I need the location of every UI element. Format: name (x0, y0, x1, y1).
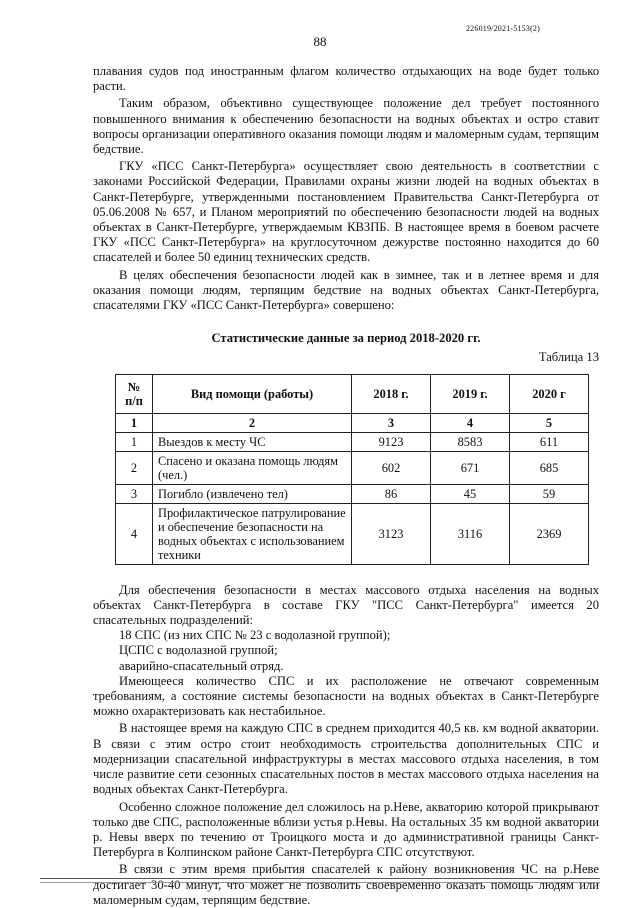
document-body (93, 64, 599, 908)
page-bottom-rule (40, 882, 600, 883)
row-value-2018: 602 (352, 451, 431, 484)
list-item: 18 СПС (из них СПС № 23 с водолазной группой); (119, 628, 391, 643)
paragraph-9: В связи с этим время прибытия спасателей к району возникновения ЧС на р.Неве достигает 30-40 минут, что может не позволить своевременно оказать помощь людям или маломерным судам, терпящим бедствие. (93, 862, 599, 907)
row-kind: Погибло (извлечено тел) (153, 484, 352, 503)
paragraph-6: Имеющееся количество СПС и их расположение не отвечают современным требованиям, а состояние системы безопасности на водных объектах в Санкт-Петербурге можно охарактеризовать как нестабильное. (93, 673, 599, 719)
col-number: 5 (510, 413, 589, 432)
row-value-2020: 685 (510, 451, 589, 484)
row-kind: Спасено и оказана помощь людям (чел.) (153, 451, 352, 484)
table-numbering-row (116, 413, 589, 432)
page-bottom-rule (40, 878, 600, 879)
paragraph-1: плавания судов под иностранным флагом количество отдыхающих на воде будет только расти. (93, 64, 599, 94)
table-header-row (116, 374, 589, 413)
row-value-2019: 3116 (431, 503, 510, 564)
paragraph-8: Особенно сложное положение дел сложилось на р.Неве, акваторию которой прикрывают только две СПС, расположенные вблизи устья р.Невы. На остальных 35 км водной акватории р. Невы вверх по течению от Троицкого моста и до административной границы Санкт-Петербурга в Колпинском районе Санкт-Петербурга СПС отсутствуют. (93, 799, 599, 860)
row-value-2020: 2369 (510, 503, 589, 564)
units-list (93, 628, 599, 674)
paragraph-2: Таким образом, объективно существующее положение дел требует постоянного повышенного внимания к обеспечению безопасности на водных объектах и остро ставит вопросы организации оперативного оказания помощи людям и маломерным судам, терпящим бедствие. (93, 96, 599, 157)
col-number: 1 (116, 413, 153, 432)
table-row (116, 432, 589, 451)
header-kind: Вид помощи (работы) (153, 374, 352, 413)
header-number: № п/п (116, 374, 153, 413)
table-row (116, 451, 589, 484)
row-kind: Выездов к месту ЧС (153, 432, 352, 451)
row-value-2020: 611 (510, 432, 589, 451)
list-item: ЦСПС с водолазной группой; (119, 643, 278, 658)
page-number: 88 (313, 34, 327, 49)
row-number: 3 (116, 484, 153, 503)
row-value-2019: 671 (431, 451, 510, 484)
table-title: Статистические данные за период 2018-2020 гг. (211, 331, 481, 346)
row-number: 4 (116, 503, 153, 564)
table-row (116, 503, 589, 564)
header-2018: 2018 г. (352, 374, 431, 413)
paragraph-4: В целях обеспечения безопасности людей как в зимнее, так и в летнее время и для оказания помощи людям, терпящим бедствие на водных объектах Санкт-Петербурга, спасателями ГКУ «ПСС Санкт-Петербурга» совершено: (93, 267, 599, 313)
row-value-2019: 8583 (431, 432, 510, 451)
paragraph-3: ГКУ «ПСС Санкт-Петербурга» осуществляет свою деятельность в соответствии с законами Российской Федерации, Правилами охраны жизни людей на водных объектах в Санкт-Петербурге, утвержденными постановлением Правительства Санкт-Петербурга от 05.06.2008 № 657, и Планом мероприятий по обеспечению безопасности людей на водных объектах в Санкт-Петербурге, утверждаемым КВЗПБ. В настоящее время в боевом расчете ГКУ «ПСС Санкт-Петербурга» на круглосуточном дежурстве постоянно находится до 60 спасателей и более 50 единиц технических средств. (93, 159, 599, 265)
row-number: 1 (116, 432, 153, 451)
row-value-2019: 45 (431, 484, 510, 503)
row-value-2018: 86 (352, 484, 431, 503)
table-label: Таблица 13 (538, 350, 599, 365)
list-item: аварийно-спасательный отряд. (119, 658, 284, 673)
paragraph-7: В настоящее время на каждую СПС в среднем приходится 40,5 кв. км водной акватории. В связи с этим остро стоит необходимость строительства дополнительных СПС и модернизации спасательной инфраструктуры в местах массового отдыха населения, в том числе развитие сети сезонных спасательных постов в местах массового отдыха населения на водных объектах Санкт-Петербурга. (93, 721, 599, 797)
header-2020: 2020 г (510, 374, 589, 413)
paragraph-5: Для обеспечения безопасности в местах массового отдыха населения на водных объектах Санкт-Петербурга в составе ГКУ "ПСС Санкт-Петербурга" имеется 20 спасательных подразделений: (93, 582, 599, 628)
col-number: 2 (153, 413, 352, 432)
row-value-2018: 9123 (352, 432, 431, 451)
row-kind: Профилактическое патрулирование и обеспечение безопасности на водных объектах с использованием техники (153, 503, 352, 564)
col-number: 4 (431, 413, 510, 432)
row-value-2020: 59 (510, 484, 589, 503)
row-value-2018: 3123 (352, 503, 431, 564)
statistics-table (115, 374, 589, 565)
col-number: 3 (352, 413, 431, 432)
header-2019: 2019 г. (431, 374, 510, 413)
table-row (116, 484, 589, 503)
row-number: 2 (116, 451, 153, 484)
document-number: 226019/2021-5153(2) (465, 24, 540, 33)
